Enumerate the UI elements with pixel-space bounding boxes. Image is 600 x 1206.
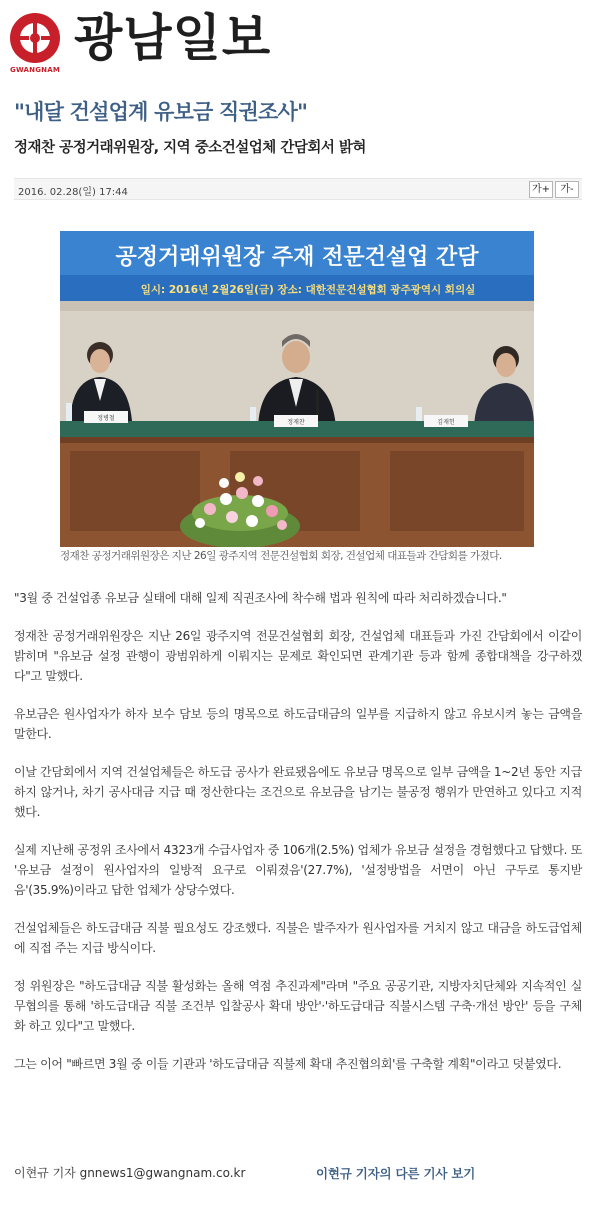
article-headline: "내달 건설업계 유보금 직권조사" (14, 100, 308, 124)
gwangnam-logo-icon[interactable] (9, 12, 61, 64)
logo-subtitle: GWANGNAM (10, 66, 61, 74)
newspaper-title[interactable]: 광남일보 (74, 9, 272, 67)
nameplate-left: 정병철 (97, 415, 115, 422)
article-photo (60, 231, 534, 547)
publish-date: 2016. 02.28(일) 17:44 (18, 187, 128, 198)
meeting-photo-illustration (60, 231, 534, 547)
reporter-byline: 이현규 기자 gnnews1@gwangnam.co.kr (14, 1166, 246, 1180)
article-paragraph: 실제 지난해 공정위 조사에서 4323개 수급사업자 중 106개(2.5%) 업체가 유보금 설정을 경험했다고 답했다. 또 '유보금 설정이 원사업자의 일방적 요구로 이뤄졌음'(27.7%), '설정방법을 서면이 아닌 구두로 통지받음'(35.9%)이라고 답한 업체가 상당수였다. (14, 843, 582, 897)
font-increase-button[interactable]: 가+ (529, 181, 553, 198)
article-paragraph: 정재찬 공정거래위원장은 지난 26일 광주지역 전문건설협회 회장, 건설업체 대표들과 가진 간담회에서 이같이 밝히며 "유보금 설정 관행이 광범위하게 이뤄지는 문제로 확인되면 관계기관 등과 함께 종합대책을 강구하겠다"고 말했다. (14, 629, 582, 683)
article-paragraph: 그는 이어 "빠르면 3월 중 이들 기관과 '하도급대금 직불제 확대 추진협의회'를 구축할 계획"이라고 덧붙였다. (14, 1057, 562, 1071)
article-paragraph: 유보금은 원사업자가 하자 보수 담보 등의 명목으로 하도급대금의 일부를 지급하지 않고 유보시켜 놓는 금액을 말한다. (14, 707, 582, 741)
article-paragraph: 정 위원장은 "하도급대금 직불 활성화는 올해 역점 추진과제"라며 "주요 공공기관, 지방자치단체와 지속적인 실무협의를 통해 '하도급대금 직불 조건부 입찰공사 확대 방안'·'하도급대금 직불시스템 구축·개선 방안' 등을 구체화 하고 있다"고 말했다. (14, 979, 582, 1033)
photo-caption: 정재찬 공정거래위원장은 지난 26일 광주지역 전문건설협회 회장, 건설업체 대표들과 간담회를 가졌다. (60, 550, 502, 562)
article-paragraph: "3월 중 건설업종 유보금 실태에 대해 일제 직권조사에 착수해 법과 원칙에 따라 처리하겠습니다." (14, 591, 507, 605)
reporter-more-articles-link[interactable]: 이현규 기자의 다른 기사 보기 (316, 1166, 476, 1181)
banner-title: 공정거래위원장 주재 전문건설업 간담 (115, 245, 479, 270)
article-body (14, 588, 582, 1092)
article-paragraph: 이날 간담회에서 지역 건설업체들은 하도급 공사가 완료됐음에도 유보금 명목으로 일부 금액을 1~2년 동안 지급하지 않거나, 차기 공사대금 지급 때 정산한다는 조건으로 유보금을 남기는 불공정 행위가 만연하고 있다고 지적했다. (14, 765, 582, 819)
date-bar (14, 178, 582, 200)
nameplate-center: 정재찬 (287, 419, 305, 426)
masthead (0, 0, 600, 86)
nameplate-right: 김재헌 (437, 419, 455, 426)
font-decrease-button[interactable]: 가- (555, 181, 579, 198)
article-subhead: 정재찬 공정거래위원장, 지역 중소건설업체 간담회서 밝혀 (14, 140, 366, 156)
banner-info: 일시: 2016년 2월26일(금) 장소: 대한전문건설협회 광주광역시 회의실 (140, 284, 476, 296)
article-paragraph: 건설업체들은 하도급대금 직불 필요성도 강조했다. 직불은 발주자가 원사업자를 거치지 않고 대금을 하도급업체에 직접 주는 지급 방식이다. (14, 921, 582, 955)
